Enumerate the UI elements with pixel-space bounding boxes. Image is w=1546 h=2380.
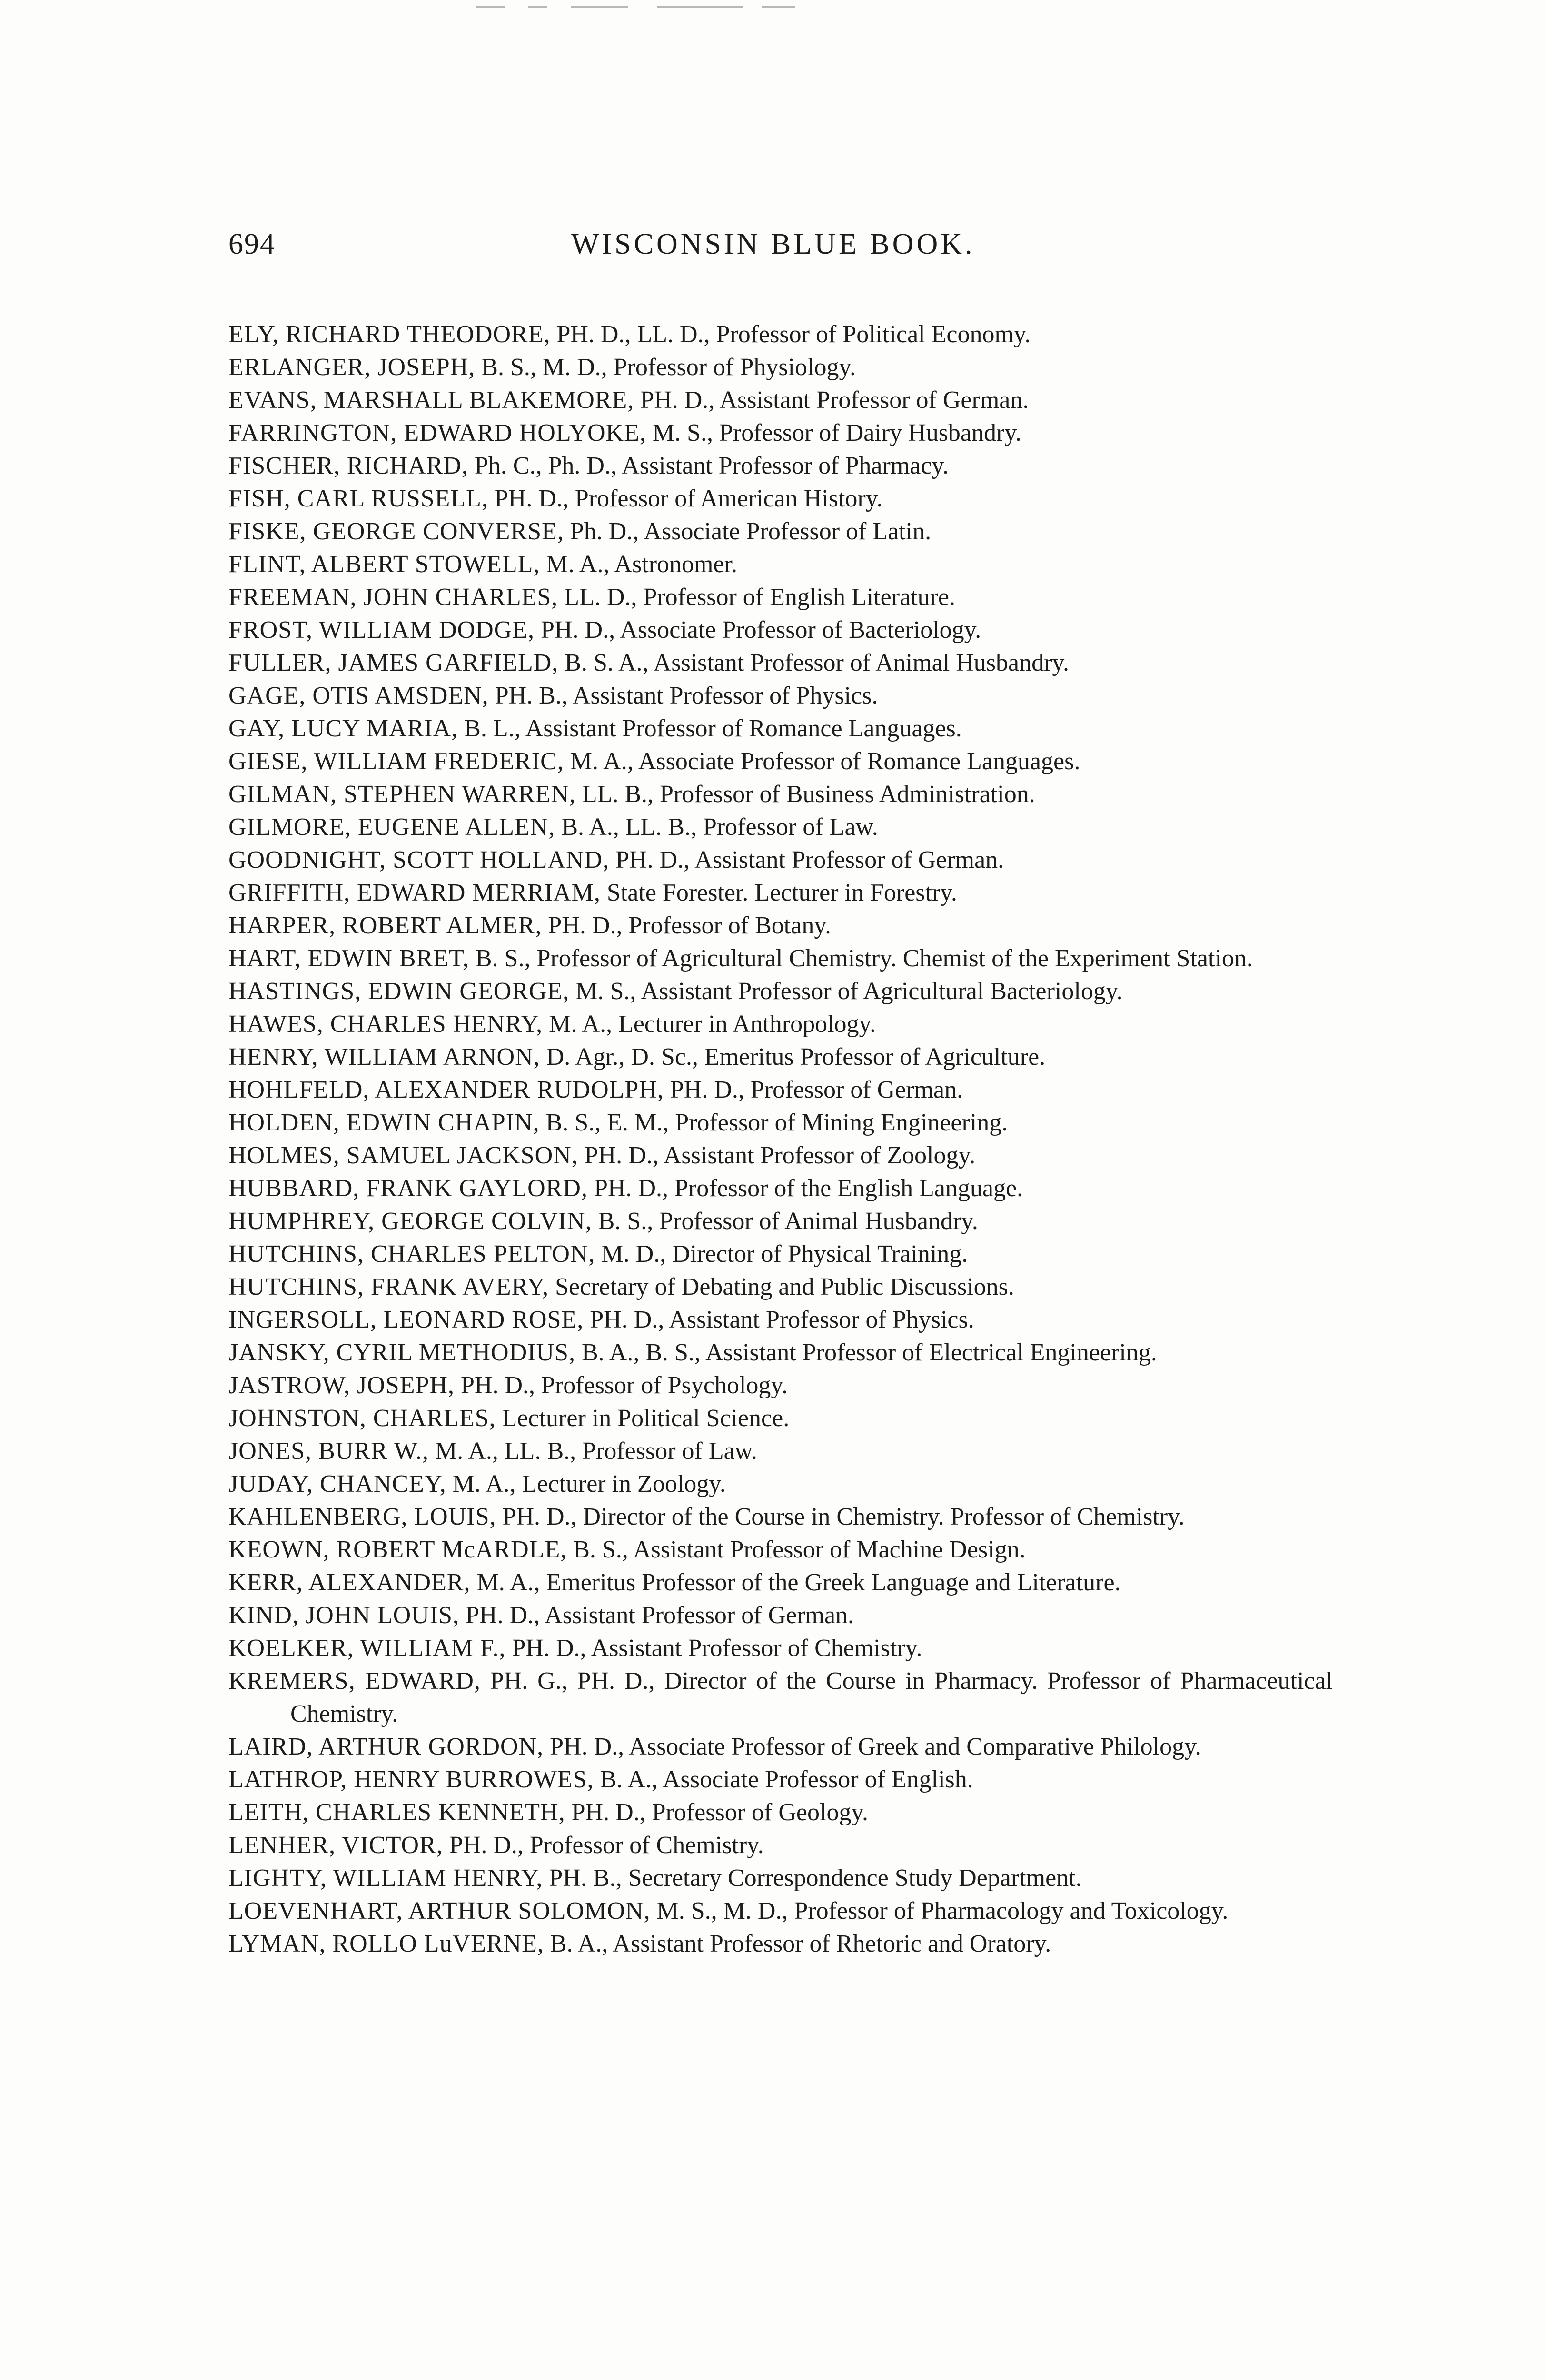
faculty-entry [228,843,1333,876]
faculty-name: KIND, JOHN LOUIS, [228,1602,459,1629]
faculty-name: KERR, ALEXANDER, [228,1569,471,1596]
faculty-entry [228,646,1333,679]
faculty-name: HOLMES, SAMUEL JACKSON, [228,1142,578,1169]
faculty-entry [228,548,1333,581]
faculty-title: PH. D., Professor of German. [670,1076,963,1103]
print-artifact [528,6,547,8]
faculty-title: PH. D., Assistant Professor of Zoology. [584,1142,976,1169]
faculty-title: B. S. A., Assistant Professor of Animal Husbandry. [565,649,1070,676]
faculty-entry [228,581,1333,614]
faculty-entry [228,1041,1333,1073]
faculty-title: PH. D., Assistant Professor of German. [465,1602,854,1629]
faculty-title: LL. B., Professor of Business Administration. [582,781,1035,808]
faculty-entry [228,482,1333,515]
faculty-title: PH. D., Professor of American History. [494,485,883,512]
faculty-name: HARPER, ROBERT ALMER, [228,912,542,939]
faculty-name: HUTCHINS, CHARLES PELTON, [228,1240,595,1268]
faculty-title: PH. D., Director of the Course in Chemistry. Professor of Chemistry. [502,1503,1185,1530]
faculty-title: LL. D., Professor of English Literature. [564,584,955,611]
faculty-name: FARRINGTON, EDWARD HOLYOKE, [228,419,646,446]
faculty-entry [228,1796,1333,1829]
faculty-entry [228,745,1333,778]
faculty-entry [228,942,1333,975]
faculty-title: M. D., Director of Physical Training. [601,1240,968,1268]
faculty-title: M. S., M. D., Professor of Pharmacology and Toxicology. [656,1897,1229,1924]
faculty-entry [228,1862,1333,1894]
faculty-name: GOODNIGHT, SCOTT HOLLAND, [228,846,610,873]
faculty-name: HAWES, CHARLES HENRY, [228,1011,543,1038]
faculty-entry [228,679,1333,712]
faculty-title: PH. D., Assistant Professor of Chemistry. [512,1635,922,1662]
faculty-entry [228,1369,1333,1402]
faculty-name: INGERSOLL, LEONARD ROSE, [228,1306,584,1333]
faculty-title: PH. D., Professor of the English Language. [594,1175,1023,1202]
faculty-title: B. S., Professor of Animal Husbandry. [598,1208,978,1235]
faculty-entry [228,1008,1333,1041]
faculty-title: PH. D., Professor of Geology. [571,1799,869,1826]
faculty-name: LIGHTY, WILLIAM HENRY, [228,1864,543,1892]
faculty-name: GIESE, WILLIAM FREDERIC, [228,748,564,775]
page-header [228,228,1352,270]
faculty-title: PH. B., Assistant Professor of Physics. [495,682,878,709]
faculty-name: FISH, CARL RUSSELL, [228,485,488,512]
faculty-name: KREMERS, EDWARD, [228,1667,481,1695]
faculty-name: FISCHER, RICHARD, [228,452,468,479]
faculty-entry [228,876,1333,909]
faculty-title: State Forester. Lecturer in Forestry. [606,879,957,906]
faculty-entry [228,909,1333,942]
faculty-title: B. S., Professor of Agricultural Chemistry. Chemist of the Experiment Station. [475,945,1253,972]
faculty-name: EVANS, MARSHALL BLAKEMORE, [228,387,634,414]
faculty-entry [228,712,1333,745]
faculty-entry [228,1435,1333,1468]
faculty-title: M. A., Lecturer in Zoology. [452,1470,726,1497]
faculty-entry [228,1566,1333,1599]
faculty-title: Ph. C., Ph. D., Assistant Professor of Pharmacy. [474,452,949,479]
faculty-title: Ph. D., Associate Professor of Latin. [570,518,932,545]
faculty-name: HUMPHREY, GEORGE COLVIN, [228,1208,592,1235]
faculty-name: HOLDEN, EDWIN CHAPIN, [228,1109,540,1136]
faculty-entry [228,614,1333,646]
faculty-title: PH. D., Professor of Chemistry. [449,1832,764,1859]
faculty-name: HUBBARD, FRANK GAYLORD, [228,1175,588,1202]
faculty-title: M. A., LL. B., Professor of Law. [435,1438,757,1465]
faculty-name: JONES, BURR W., [228,1438,429,1465]
faculty-entry [228,1402,1333,1435]
faculty-entry [228,1238,1333,1270]
faculty-title: PH. D., Associate Professor of Greek and Comparative Philology. [550,1733,1201,1760]
print-artifact [476,6,505,8]
running-title: WISCONSIN BLUE BOOK. [571,228,975,260]
faculty-name: GAY, LUCY MARIA, [228,715,458,742]
faculty-name: HOHLFELD, ALEXANDER RUDOLPH, [228,1076,664,1103]
faculty-title: B. S., E. M., Professor of Mining Engineering. [545,1109,1008,1136]
faculty-name: HASTINGS, EDWIN GEORGE, [228,978,570,1005]
faculty-entry [228,1599,1333,1632]
faculty-entry [228,1270,1333,1303]
faculty-name: LYMAN, ROLLO LuVERNE, [228,1930,544,1957]
faculty-title: M. A., Astronomer. [546,551,737,578]
faculty-name: GILMAN, STEPHEN WARREN, [228,781,576,808]
faculty-entry [228,351,1333,384]
faculty-title: PH. D., Professor of Botany. [548,912,831,939]
faculty-title: PH. B., Secretary Correspondence Study Department. [549,1864,1082,1892]
faculty-title: M. S., Professor of Dairy Husbandry. [652,419,1021,446]
faculty-entry [228,1303,1333,1336]
faculty-entry [228,515,1333,548]
faculty-entry [228,975,1333,1008]
faculty-name: FLINT, ALBERT STOWELL, [228,551,540,578]
faculty-title: PH. D., Assistant Professor of German. [615,846,1004,873]
faculty-entry [228,1665,1333,1730]
faculty-title: M. A., Lecturer in Anthropology. [549,1011,876,1038]
faculty-entry [228,1829,1333,1862]
faculty-entry [228,416,1333,449]
faculty-title: B. L., Assistant Professor of Romance Languages. [464,715,962,742]
faculty-name: FULLER, JAMES GARFIELD, [228,649,559,676]
faculty-title: M. S., Assistant Professor of Agricultural Bacteriology. [575,978,1123,1005]
faculty-title: PH. D., Associate Professor of Bacteriology. [541,616,981,644]
faculty-title: PH. G., PH. D., Director of the Course in Pharmacy. Professor of Pharmaceutical Chemistry. [290,1667,1333,1727]
faculty-entry [228,1336,1333,1369]
faculty-name: KOELKER, WILLIAM F., [228,1635,506,1662]
faculty-entry [228,1073,1333,1106]
faculty-name: KEOWN, ROBERT McARDLE, [228,1536,567,1563]
faculty-entry [228,1139,1333,1172]
faculty-entry [228,778,1333,811]
faculty-entry [228,1468,1333,1500]
faculty-title: B. A., LL. B., Professor of Law. [561,813,878,841]
faculty-title: PH. D., LL. D., Professor of Political Economy. [556,321,1031,348]
faculty-title: PH. D., Assistant Professor of German. [640,387,1029,414]
faculty-name: GRIFFITH, EDWARD MERRIAM, [228,879,601,906]
faculty-name: FISKE, GEORGE CONVERSE, [228,518,564,545]
faculty-title: D. Agr., D. Sc., Emeritus Professor of Agriculture. [546,1043,1046,1071]
faculty-name: LEITH, CHARLES KENNETH, [228,1799,565,1826]
faculty-title: B. S., M. D., Professor of Physiology. [481,354,856,381]
faculty-entry [228,1730,1333,1763]
faculty-name: GAGE, OTIS AMSDEN, [228,682,489,709]
faculty-name: ELY, RICHARD THEODORE, [228,321,551,348]
faculty-entry [228,1632,1333,1665]
faculty-entry [228,1927,1333,1960]
print-artifact [762,6,795,8]
faculty-entry [228,449,1333,482]
faculty-entry [228,1763,1333,1796]
faculty-title: B. A., Assistant Professor of Rhetoric and Oratory. [550,1930,1051,1957]
faculty-entry [228,1205,1333,1238]
print-artifact [657,6,743,8]
faculty-entry [228,1172,1333,1205]
faculty-entry [228,318,1333,351]
faculty-entry [228,1533,1333,1566]
faculty-title: Lecturer in Political Science. [502,1405,790,1432]
faculty-entry [228,1500,1333,1533]
faculty-name: JASTROW, JOSEPH, [228,1372,455,1399]
faculty-name: HENRY, WILLIAM ARNON, [228,1043,540,1071]
faculty-name: LENHER, VICTOR, [228,1832,443,1859]
faculty-name: LAIRD, ARTHUR GORDON, [228,1733,544,1760]
faculty-name: HART, EDWIN BRET, [228,945,469,972]
faculty-entry [228,1894,1333,1927]
faculty-name: LATHROP, HENRY BURROWES, [228,1766,594,1793]
faculty-title: B. S., Assistant Professor of Machine Design. [573,1536,1026,1563]
faculty-list [228,318,1333,1960]
faculty-title: B. A., B. S., Assistant Professor of Electrical Engineering. [581,1339,1157,1366]
faculty-name: ERLANGER, JOSEPH, [228,354,476,381]
faculty-name: KAHLENBERG, LOUIS, [228,1503,496,1530]
faculty-name: JOHNSTON, CHARLES, [228,1405,496,1432]
faculty-title: M. A., Emeritus Professor of the Greek Language and Literature. [476,1569,1121,1596]
faculty-name: FROST, WILLIAM DODGE, [228,616,535,644]
faculty-entry [228,811,1333,843]
page-number: 694 [228,228,276,260]
faculty-entry [228,384,1333,416]
faculty-title: PH. D., Assistant Professor of Physics. [590,1306,974,1333]
faculty-title: B. A., Associate Professor of English. [600,1766,973,1793]
faculty-name: FREEMAN, JOHN CHARLES, [228,584,558,611]
faculty-name: LOEVENHART, ARTHUR SOLOMON, [228,1897,651,1924]
faculty-name: JANSKY, CYRIL METHODIUS, [228,1339,575,1366]
faculty-title: Secretary of Debating and Public Discussions. [555,1273,1014,1300]
faculty-entry [228,1106,1333,1139]
faculty-name: GILMORE, EUGENE ALLEN, [228,813,555,841]
faculty-name: JUDAY, CHANCEY, [228,1470,446,1497]
faculty-title: M. A., Associate Professor of Romance Languages. [570,748,1080,775]
faculty-title: PH. D., Professor of Psychology. [460,1372,788,1399]
print-artifact [571,6,628,8]
faculty-name: HUTCHINS, FRANK AVERY, [228,1273,549,1300]
